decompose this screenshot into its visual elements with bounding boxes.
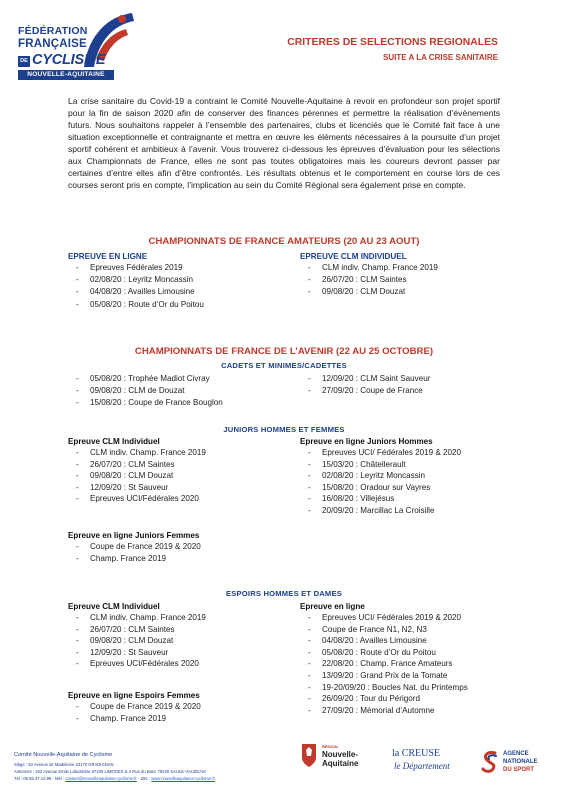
list-item: - Epreuves Fédérales 2019 bbox=[76, 262, 204, 274]
list-item: - 13/09/20 : Grand Prix de la Tomate bbox=[308, 670, 468, 682]
ans-line3: DU SPORT bbox=[503, 767, 535, 773]
logo-region-bar: NOUVELLE-AQUITAINE bbox=[18, 70, 114, 80]
espoirs-ligne-title: Epreuve en ligne bbox=[300, 602, 365, 611]
footer-siege: Siège : 53 Avenue de Madeleine 33170 GRADIGNAN bbox=[14, 762, 114, 767]
ans-s-emblem-icon bbox=[481, 750, 499, 774]
list-item: - 12/09/20 : CLM Saint Sauveur bbox=[308, 373, 430, 385]
list-item: - 04/08/20 : Availles Limousine bbox=[308, 635, 468, 647]
list-item: - CLM indiv. Champ. France 2019 bbox=[76, 447, 206, 459]
list-item: - Epreuves UCI/ Fédérales 2019 & 2020 bbox=[308, 612, 468, 624]
list-item: - CLM indiv. Champ. France 2019 bbox=[308, 262, 438, 274]
logo-line-francaise: FRANÇAISE bbox=[18, 38, 87, 50]
footer-contact bbox=[14, 776, 215, 781]
creuse-line1: la CREUSE bbox=[392, 748, 441, 759]
juniors-ligne-femmes bbox=[68, 530, 201, 564]
heading-championnats-avenir: CHAMPIONNATS DE FRANCE DE L’AVENIR (22 AU 25 OCTOBRE) bbox=[134, 346, 434, 357]
footer-site-label: - Site : bbox=[136, 776, 152, 781]
list-item: - 26/07/20 : CLM Saintes bbox=[76, 459, 206, 471]
heading-championnats-amateurs: CHAMPIONNATS DE FRANCE AMATEURS (20 AU 23 AOUT) bbox=[148, 236, 420, 247]
region-small-label: RÉGION bbox=[322, 744, 338, 749]
list-item: - 09/08/20 : CLM Douzat bbox=[76, 470, 206, 482]
list-item: - 12/09/20 : St Sauveur bbox=[76, 482, 206, 494]
list-item: - Epreuves UCI/Fédérales 2020 bbox=[76, 658, 206, 670]
logo-line-federation: FÉDÉRATION bbox=[18, 25, 88, 37]
ans-line2: NATIONALE bbox=[503, 759, 538, 765]
document-subtitle: SUITE A LA CRISE SANITAIRE bbox=[383, 53, 498, 62]
list-item: - 09/08/20 : CLM Douzat bbox=[76, 635, 206, 647]
list-item: - Epreuves UCI/ Fédérales 2019 & 2020 bbox=[308, 447, 461, 459]
region-name-line2: Aquitaine bbox=[322, 759, 359, 768]
list-item: - 20/09/20 : Marcillac La Croisille bbox=[308, 505, 461, 517]
list-item: - Champ. France 2019 bbox=[76, 713, 201, 725]
list-item: - Coupe de France 2019 & 2020 bbox=[76, 701, 201, 713]
list-item: - 16/08/20 : Villejésus bbox=[308, 493, 461, 505]
footer-email-link[interactable]: contact@nouvelleaquitaine-cyclisme.fr bbox=[65, 776, 137, 781]
juniors-ligne-hommes-title: Epreuve en ligne Juniors Hommes bbox=[300, 437, 433, 446]
list-item: - 02/08/20 : Leyritz Moncassin bbox=[76, 274, 204, 286]
footer-organisation: Comité Nouvelle-Aquitaine de Cyclisme bbox=[14, 752, 113, 758]
list-item: - Champ. France 2019 bbox=[76, 553, 201, 565]
footer-website-link[interactable]: www.nouvelleaquitaine-cyclisme.fr bbox=[151, 776, 215, 781]
list-item: - 05/08/20 : Route d’Or du Poitou bbox=[308, 647, 468, 659]
espoirs-clm-title: Epreuve CLM Individuel bbox=[68, 602, 160, 611]
intro-paragraph: La crise sanitaire du Covid-19 a contraint le Comité Nouvelle-Aquitaine à revoir en profondeur son projet sportif pour la fin de saison 2020 afin de conserver des finances pérennes et permettre la réalisation d’évènements futurs. Nous souhaitons rappeler à l’ensemble des partenaires, clubs et licenciés que le Comité fait face à une situation exceptionnelle et contraignante et mettra en œuvre les éléments nécessaires à la poursuite d’un projet sportif cohérent et ambitieux à l’avenir. Vous trouverez ci-dessous les épreuves d’évaluation pour les sélections aux Championnats de France, elles ne sont pas toutes obligatoires mais les coureurs devront passer par certaines d’entre elles afin d’être confrontés. Les résultats obtenus et le comportement en course lors de ces courses seront pris en compte, l’implication au sein du Comité Régional sera également prise en compte. bbox=[68, 96, 500, 191]
lion-emblem-icon bbox=[300, 742, 318, 768]
list-item: - 27/09/20 : Mémorial d’Automne bbox=[308, 705, 468, 717]
logo-de-badge: DE bbox=[18, 56, 30, 67]
list-item: - 26/07/20 : CLM Saintes bbox=[308, 274, 438, 286]
list-item: - Epreuves UCI/Fédérales 2020 bbox=[76, 493, 206, 505]
list-item: - 26/09/20 : Tour du Périgord bbox=[308, 693, 468, 705]
list-item: - 05/08/20 : Trophée Madiot Civray bbox=[76, 373, 223, 385]
ffc-logo bbox=[18, 9, 136, 85]
list-item: - 15/08/20 : Oradour sur Vayres bbox=[308, 482, 461, 494]
juniors-clm-title: Epreuve CLM Individuel bbox=[68, 437, 160, 446]
list-item: - 12/09/20 : St Sauveur bbox=[76, 647, 206, 659]
heading-espoirs: ESPOIRS HOMMES ET DAMES bbox=[226, 589, 342, 598]
list-item: - 15/08/20 : Coupe de France Bouglon bbox=[76, 397, 223, 409]
juniors-ligne-femmes-title: Epreuve en ligne Juniors Femmes bbox=[68, 531, 200, 540]
footer-antennes: Antennes : 162 Avenue Emile Labussière 87100 LIMOGES & 4 Rue du Banc 79230 SAULE-VAUZEAIS bbox=[14, 769, 206, 774]
region-name-line1: Nouvelle- bbox=[322, 750, 359, 759]
cadets-left-list bbox=[68, 373, 223, 410]
footer-phone: Tél : 05.56.47.10.99 - Mél : bbox=[14, 776, 66, 781]
agence-nationale-sport-logo bbox=[481, 748, 559, 784]
list-item: - 15/03/20 : Châtellerault bbox=[308, 459, 461, 471]
cadets-right-list bbox=[300, 373, 430, 397]
list-item: - 04/08/20 : Availles Limousine bbox=[76, 286, 204, 298]
espoirs-clm bbox=[68, 601, 206, 670]
list-item: - 19-20/09/20 : Boucles Nat. du Printemps bbox=[308, 682, 468, 694]
amateurs-clm-title: EPREUVE CLM INDIVIDUEL bbox=[300, 252, 407, 261]
juniors-clm bbox=[68, 436, 206, 505]
espoirs-ligne-femmes bbox=[68, 690, 201, 724]
list-item: - 26/07/20 : CLM Saintes bbox=[76, 624, 206, 636]
amateurs-ligne-title: EPREUVE EN LIGNE bbox=[68, 252, 148, 261]
heading-cadets-minimes: CADETS ET MINIMES/CADETTES bbox=[221, 361, 347, 370]
list-item: - 02/08/20 : Leyritz Moncassin bbox=[308, 470, 461, 482]
list-item: - 09/08/20 : CLM de Douzat bbox=[76, 385, 223, 397]
creuse-line2: le Département bbox=[394, 761, 450, 771]
document-title: CRITERES DE SELECTIONS REGIONALES bbox=[287, 37, 498, 48]
heading-juniors: JUNIORS HOMMES ET FEMMES bbox=[223, 425, 345, 434]
ans-line1: AGENCE bbox=[503, 751, 529, 757]
list-item: - 27/09/20 : Coupe de France bbox=[308, 385, 430, 397]
list-item: - Coupe de France N1, N2, N3 bbox=[308, 624, 468, 636]
list-item: - 05/08/20 : Route d’Or du Poitou bbox=[76, 299, 204, 311]
region-nouvelle-aquitaine-logo bbox=[300, 736, 370, 786]
espoirs-ligne bbox=[300, 601, 468, 716]
juniors-ligne-hommes bbox=[300, 436, 461, 517]
amateurs-epreuve-en-ligne bbox=[68, 251, 204, 311]
list-item: - Coupe de France 2019 & 2020 bbox=[76, 541, 201, 553]
list-item: - CLM indiv. Champ. France 2019 bbox=[76, 612, 206, 624]
list-item: - 09/08/20 : CLM Douzat bbox=[308, 286, 438, 298]
list-item: - 22/08/20 : Champ. France Amateurs bbox=[308, 658, 468, 670]
espoirs-ligne-femmes-title: Epreuve en ligne Espoirs Femmes bbox=[68, 691, 200, 700]
amateurs-epreuve-clm bbox=[300, 251, 438, 299]
creuse-departement-logo bbox=[392, 748, 472, 784]
logo-line-cyclisme: CYCLISME bbox=[32, 52, 106, 68]
